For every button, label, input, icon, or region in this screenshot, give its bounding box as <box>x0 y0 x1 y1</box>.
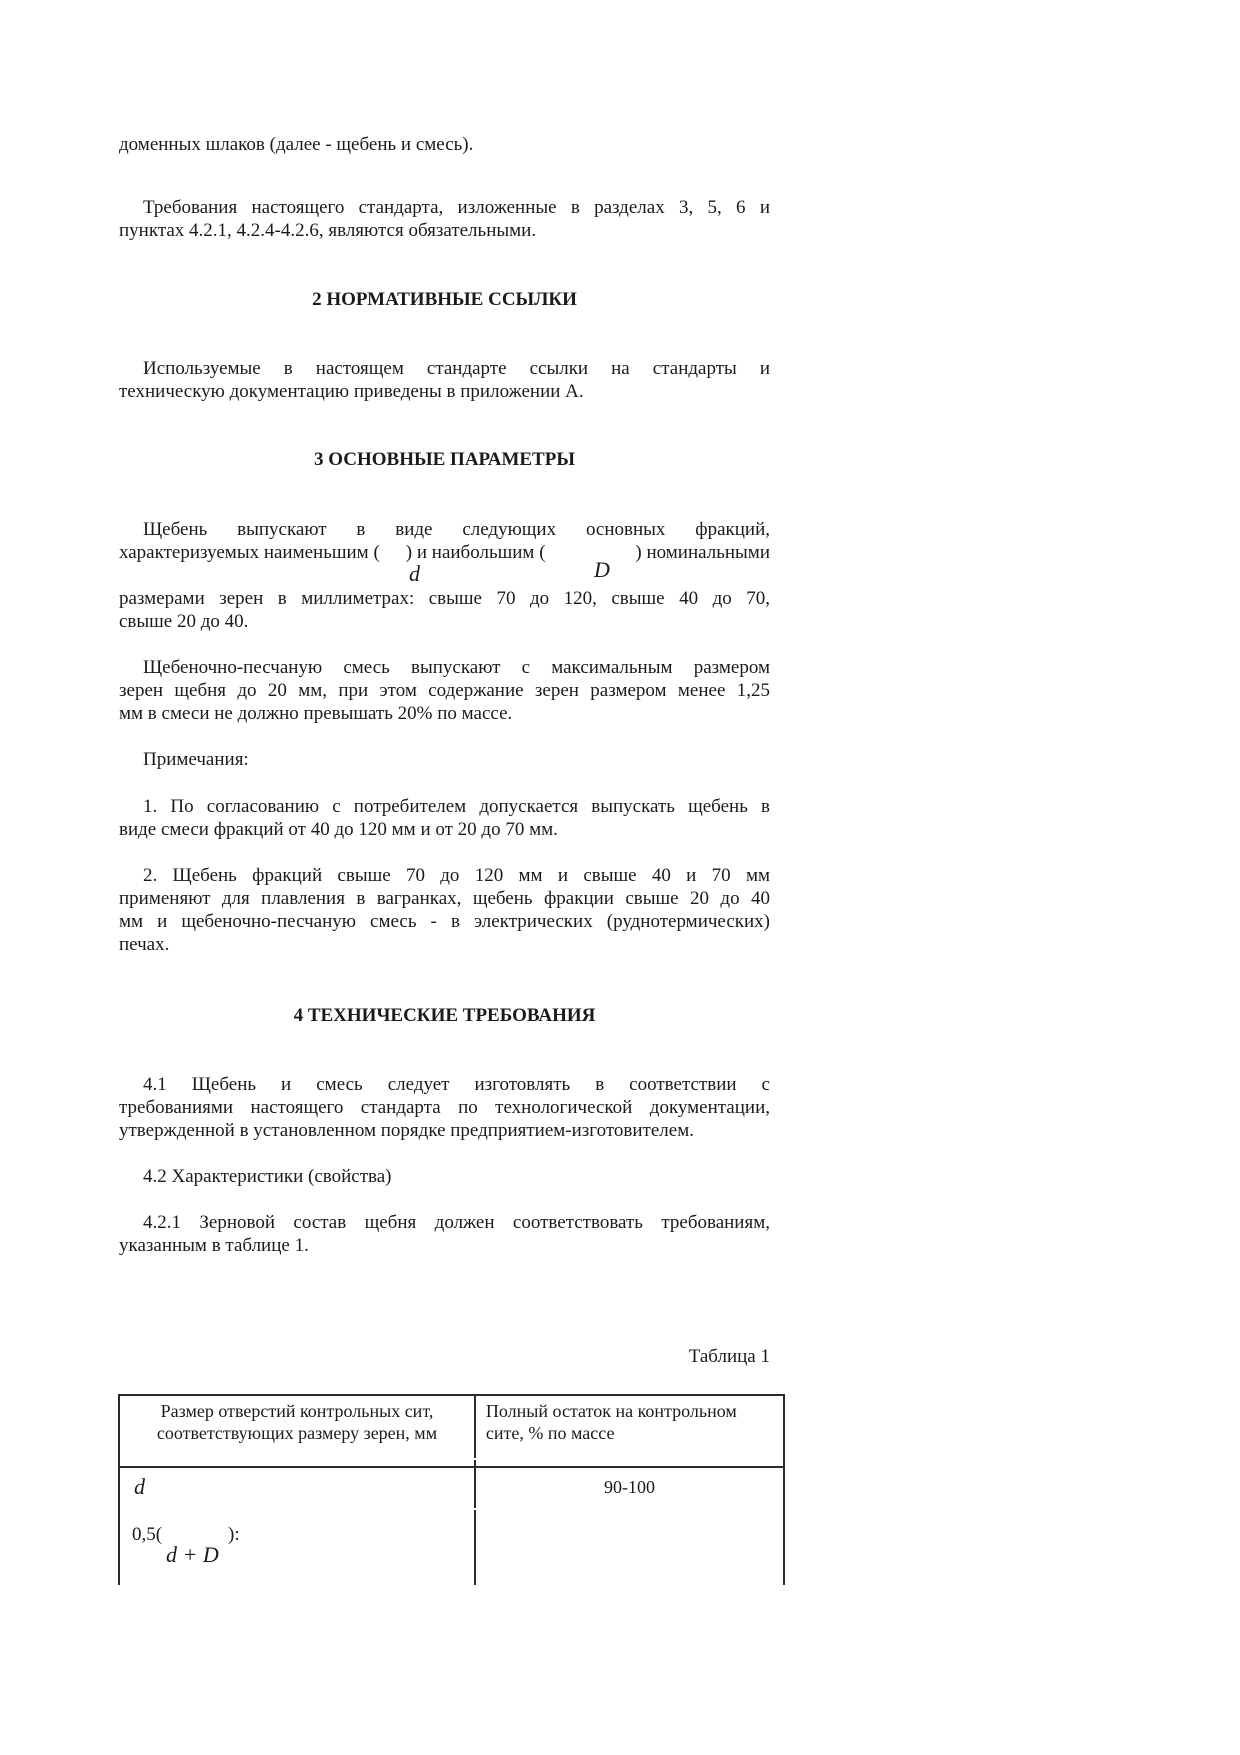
paragraph-fractions <box>119 518 770 541</box>
text-line: применяют для плавления в вагранках, щебень фракции свыше 20 до 40 <box>119 888 770 909</box>
text-fragment: ) номинальными <box>635 542 770 563</box>
paragraph-notes-label <box>119 748 770 771</box>
text-line: доменных шлаков (далее - щебень и смесь). <box>119 134 474 155</box>
paragraph-mandatory-requirements <box>119 196 770 242</box>
text-line: Щебеночно-песчаную смесь выпускают с максимальным размером <box>143 657 770 678</box>
paragraph-4-2 <box>119 1165 770 1188</box>
text-line: свыше 20 до 40. <box>119 611 249 632</box>
table-caption: Таблица 1 <box>688 1346 770 1367</box>
paragraph-mixture <box>119 656 770 725</box>
paragraph-intro-end <box>119 133 770 156</box>
paragraph-references <box>119 357 770 403</box>
text-line: мм и щебеночно-песчаную смесь - в электрических (руднотермических) <box>119 911 770 932</box>
text-line: пунктах 4.2.1, 4.2.4-4.2.6, являются обязательными. <box>119 220 537 241</box>
table-1 <box>118 1394 785 1585</box>
section-4-heading: 4 ТЕХНИЧЕСКИЕ ТРЕБОВАНИЯ <box>293 1005 596 1026</box>
text-fragment: характеризуемых наименьшим ( <box>119 542 380 563</box>
section-2-heading: 2 НОРМАТИВНЫЕ ССЫЛКИ <box>312 289 577 310</box>
table-header-row <box>119 1395 784 1467</box>
symbol-d-plus-D: d + D <box>166 1542 219 1567</box>
text-line: Используемые в настоящем стандарте ссылки на стандарты и <box>143 358 770 379</box>
text-line: 2. Щебень фракций свыше 70 до 120 мм и свыше 40 и 70 мм <box>143 865 770 886</box>
paragraph-note-1 <box>119 795 770 841</box>
text-line: печах. <box>119 934 170 955</box>
paragraph-4-2-1 <box>119 1211 770 1257</box>
symbol-d: d <box>134 1474 145 1499</box>
text-line: размерами зерен в миллиметрах: свыше 70 до 120, свыше 40 до 70, <box>119 588 770 609</box>
table-cell <box>119 1467 475 1585</box>
text-line: 1. По согласованию с потребителем допускается выпускать щебень в <box>143 796 770 817</box>
text-line: утвержденной в установленном порядке предприятием-изготовителем. <box>119 1120 694 1141</box>
table-gap <box>472 1508 783 1510</box>
text-line: 4.1 Щебень и смесь следует изготовлять в соответствии с <box>143 1074 770 1095</box>
text-line: зерен щебня до 20 мм, при этом содержание зерен размером менее 1,25 <box>119 680 770 701</box>
paragraph-4-1 <box>119 1073 770 1142</box>
text-fragment: 0,5( <box>132 1524 163 1545</box>
section-3-heading: 3 ОСНОВНЫЕ ПАРАМЕТРЫ <box>313 449 575 470</box>
text-line: 4.2 Характеристики (свойства) <box>143 1166 392 1187</box>
text-line: Требования настоящего стандарта, изложенные в разделах 3, 5, 6 и <box>143 197 770 218</box>
paragraph-fractions-cont <box>119 587 770 633</box>
table-header-cell: Полный остаток на контрольном сите, % по массе <box>475 1395 784 1467</box>
table-cell: 90-100 <box>475 1467 784 1585</box>
table-row <box>119 1467 784 1585</box>
table-gap <box>472 1458 783 1460</box>
text-line: указанным в таблице 1. <box>119 1235 309 1256</box>
text-line: Примечания: <box>143 749 249 770</box>
text-line: виде смеси фракций от 40 до 120 мм и от 20 до 70 мм. <box>119 819 558 840</box>
text-line-with-symbols <box>119 541 770 564</box>
symbol-d: d <box>409 561 420 586</box>
table-header-cell: Размер отверстий контрольных сит, соответствующих размеру зерен, мм <box>119 1395 475 1467</box>
symbol-D: D <box>594 557 610 582</box>
paragraph-note-2 <box>119 864 770 956</box>
text-line: техническую документацию приведены в приложении А. <box>119 381 584 402</box>
text-line: требованиями настоящего стандарта по технологической документации, <box>119 1097 770 1118</box>
text-line: 4.2.1 Зерновой состав щебня должен соответствовать требованиям, <box>143 1212 770 1233</box>
text-line: Щебень выпускают в виде следующих основных фракций, <box>143 519 770 540</box>
text-line: мм в смеси не должно превышать 20% по массе. <box>119 703 513 724</box>
text-fragment: ): <box>228 1524 240 1545</box>
text-fragment: ) и наибольшим ( <box>405 542 546 563</box>
